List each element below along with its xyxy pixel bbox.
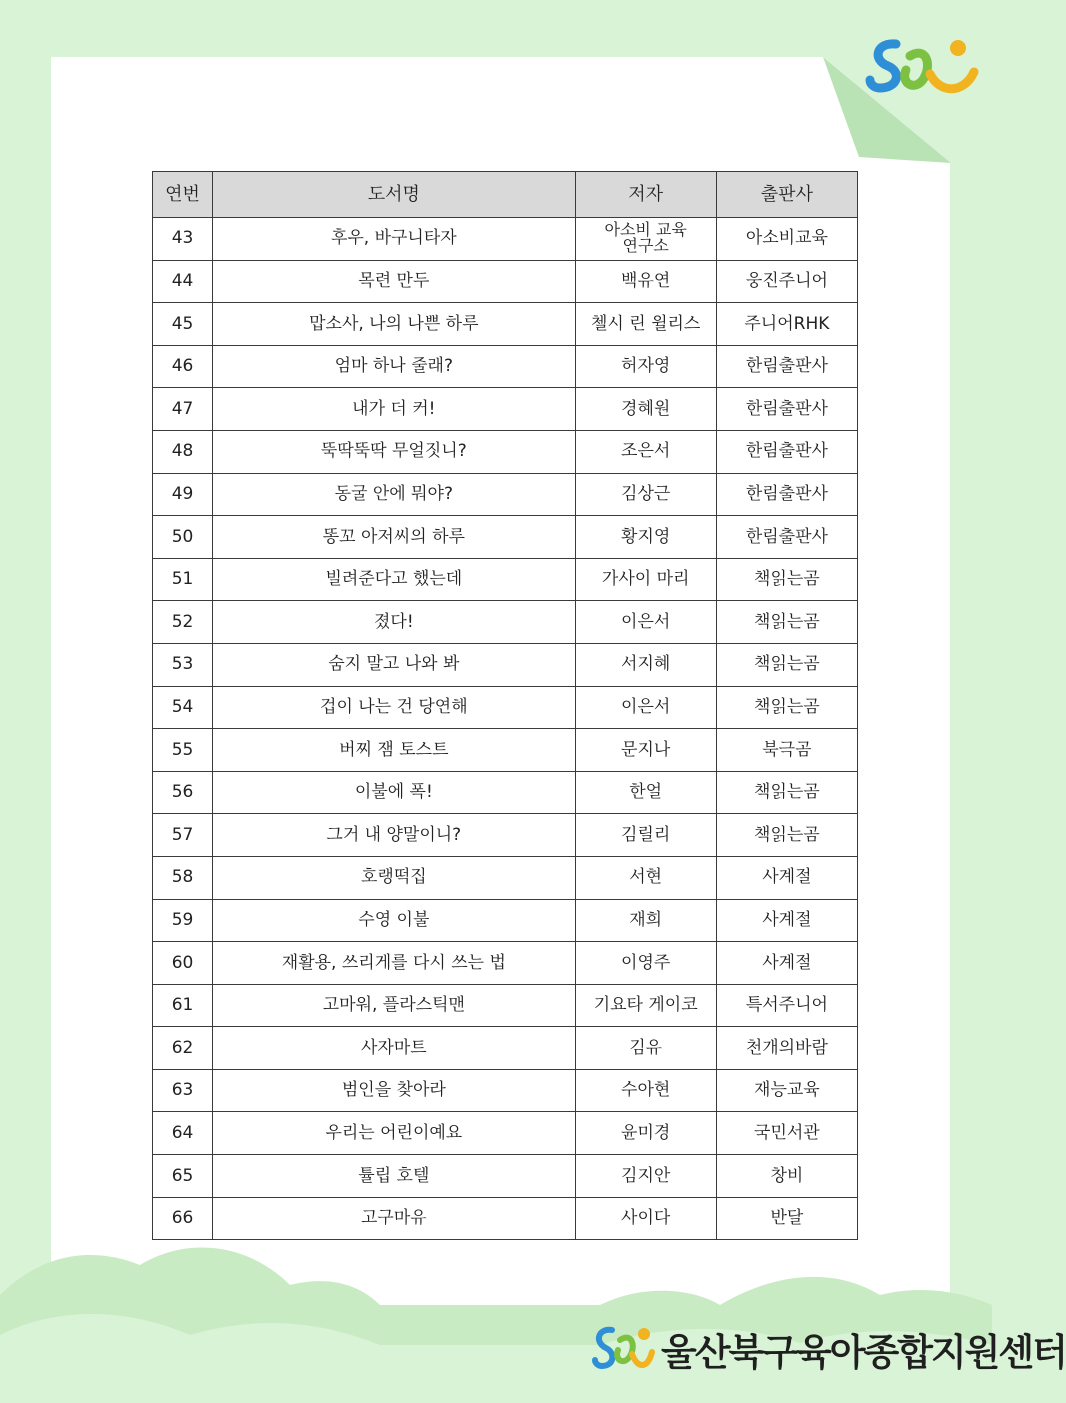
book-author: 백유연 [575,260,716,303]
table-row [153,729,858,772]
book-author: 사이다 [575,1197,716,1240]
table-row [153,601,858,644]
table-row [153,942,858,985]
table-row [153,1112,858,1155]
table-row [153,899,858,942]
book-publisher: 국민서관 [716,1112,857,1155]
row-number: 43 [153,218,213,261]
row-number: 57 [153,814,213,857]
row-number: 55 [153,729,213,772]
row-number: 58 [153,856,213,899]
row-number: 66 [153,1197,213,1240]
table-row [153,686,858,729]
book-title: 그거 내 양말이니? [213,814,576,857]
book-author: 허자영 [575,345,716,388]
table-row [153,430,858,473]
table-row [153,218,858,261]
book-publisher: 책읽는곰 [716,814,857,857]
book-title: 범인을 찾아라 [213,1069,576,1112]
book-publisher: 책읽는곰 [716,771,857,814]
row-number: 45 [153,303,213,346]
book-publisher: 책읽는곰 [716,601,857,644]
row-number: 56 [153,771,213,814]
book-publisher: 책읽는곰 [716,686,857,729]
book-title: 똥꼬 아저씨의 하루 [213,516,576,559]
book-author: 황지영 [575,516,716,559]
book-author: 이은서 [575,601,716,644]
header-publisher: 출판사 [716,172,857,218]
book-author: 조은서 [575,430,716,473]
book-title: 엄마 하나 줄래? [213,345,576,388]
center-logo-icon [866,34,978,102]
book-title: 동굴 안에 뭐야? [213,473,576,516]
book-title: 사자마트 [213,1027,576,1070]
row-number: 52 [153,601,213,644]
table-row [153,984,858,1027]
row-number: 62 [153,1027,213,1070]
book-title: 졌다! [213,601,576,644]
table-row [153,260,858,303]
row-number: 51 [153,558,213,601]
row-number: 49 [153,473,213,516]
book-publisher: 한림출판사 [716,345,857,388]
book-publisher: 사계절 [716,899,857,942]
row-number: 63 [153,1069,213,1112]
book-publisher: 한림출판사 [716,516,857,559]
book-publisher: 책읽는곰 [716,643,857,686]
book-title: 수영 이불 [213,899,576,942]
book-publisher: 천개의바람 [716,1027,857,1070]
book-title: 버찌 잼 토스트 [213,729,576,772]
book-author: 이은서 [575,686,716,729]
book-title: 우리는 어린이예요 [213,1112,576,1155]
table-row [153,643,858,686]
book-title: 빌려준다고 했는데 [213,558,576,601]
center-logo-icon [592,1322,654,1380]
book-title: 호랭떡집 [213,856,576,899]
book-publisher: 아소비교육 [716,218,857,261]
book-title: 이불에 폭! [213,771,576,814]
book-author [575,218,716,261]
row-number: 54 [153,686,213,729]
table-row [153,345,858,388]
table-row [153,814,858,857]
book-title: 숨지 말고 나와 봐 [213,643,576,686]
book-publisher: 한림출판사 [716,388,857,431]
book-publisher: 한림출판사 [716,430,857,473]
table-row [153,1155,858,1198]
book-publisher: 북극곰 [716,729,857,772]
book-title: 뚝딱뚝딱 무얼짓니? [213,430,576,473]
book-author: 수아현 [575,1069,716,1112]
table-row [153,516,858,559]
book-publisher: 재능교육 [716,1069,857,1112]
row-number: 47 [153,388,213,431]
book-publisher: 한림출판사 [716,473,857,516]
row-number: 65 [153,1155,213,1198]
book-title: 튤립 호텔 [213,1155,576,1198]
book-publisher: 창비 [716,1155,857,1198]
book-author: 김유 [575,1027,716,1070]
row-number: 53 [153,643,213,686]
table-row [153,771,858,814]
book-author: 경혜원 [575,388,716,431]
book-publisher: 특서주니어 [716,984,857,1027]
table-header-row [153,172,858,218]
row-number: 50 [153,516,213,559]
header-author: 저자 [575,172,716,218]
book-title: 재활용, 쓰리게를 다시 쓰는 법 [213,942,576,985]
row-number: 60 [153,942,213,985]
book-publisher: 주니어RHK [716,303,857,346]
row-number: 44 [153,260,213,303]
table-row [153,856,858,899]
table-row [153,303,858,346]
row-number: 61 [153,984,213,1027]
book-author: 서현 [575,856,716,899]
table-row [153,1069,858,1112]
table-row [153,473,858,516]
book-author: 김지안 [575,1155,716,1198]
book-title: 후우, 바구니타자 [213,218,576,261]
book-publisher: 사계절 [716,942,857,985]
book-list-table [152,171,858,1240]
book-author: 가사이 마리 [575,558,716,601]
row-number: 59 [153,899,213,942]
book-author: 첼시 린 윌리스 [575,303,716,346]
book-author: 김릴리 [575,814,716,857]
book-author: 윤미경 [575,1112,716,1155]
book-publisher: 사계절 [716,856,857,899]
book-author: 재희 [575,899,716,942]
book-author: 기요타 게이코 [575,984,716,1027]
row-number: 46 [153,345,213,388]
book-title: 맙소사, 나의 나쁜 하루 [213,303,576,346]
book-publisher: 반달 [716,1197,857,1240]
book-author: 이영주 [575,942,716,985]
table-row [153,558,858,601]
book-publisher: 책읽는곰 [716,558,857,601]
book-author: 한얼 [575,771,716,814]
book-title: 내가 더 커! [213,388,576,431]
book-title: 고구마유 [213,1197,576,1240]
table-row [153,388,858,431]
table-row [153,1027,858,1070]
header-number: 연번 [153,172,213,218]
book-author: 문지나 [575,729,716,772]
book-title: 고마워, 플라스틱맨 [213,984,576,1027]
footer-org-name: 울산북구육아종합지원센터 [661,1331,1066,1374]
header-title: 도서명 [213,172,576,218]
row-number: 64 [153,1112,213,1155]
book-publisher: 웅진주니어 [716,260,857,303]
book-author: 김상근 [575,473,716,516]
book-author-text: 아소비 교육연구소 [604,219,687,256]
book-title: 겁이 나는 건 당연해 [213,686,576,729]
book-author: 서지혜 [575,643,716,686]
row-number: 48 [153,430,213,473]
book-title: 목련 만두 [213,260,576,303]
table-body [153,218,858,1240]
